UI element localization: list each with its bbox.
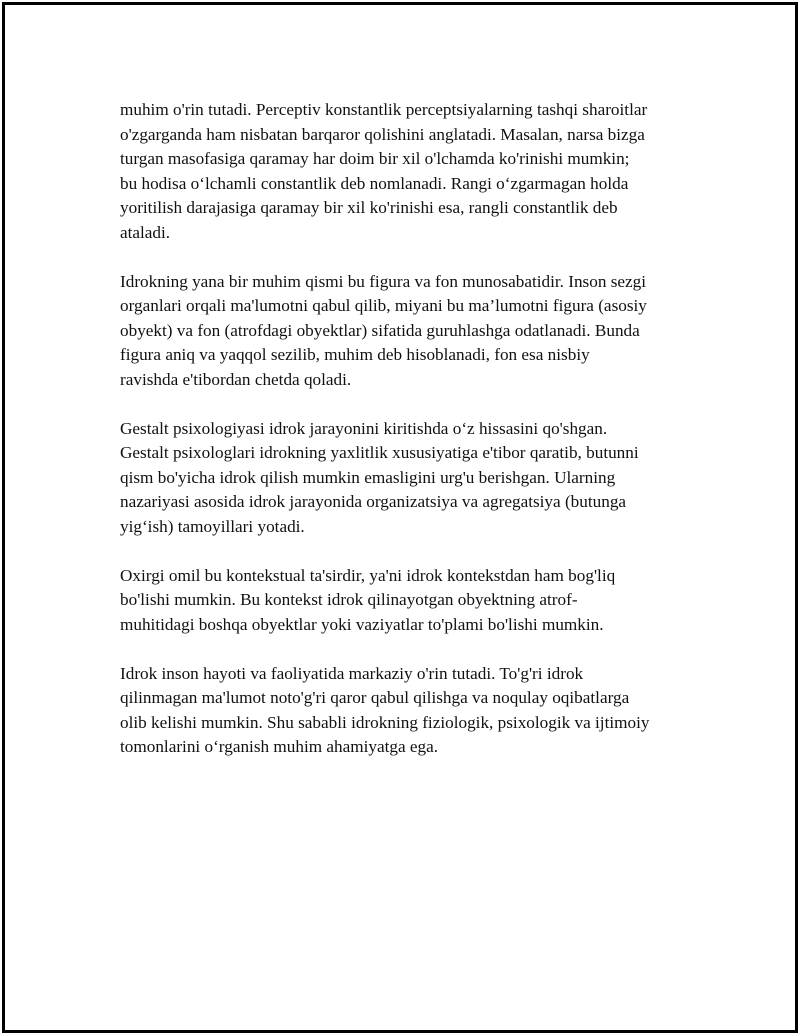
text-line: yoritilish darajasiga qaramay bir xil ko'rinishi esa, rangli constantlik deb: [120, 198, 618, 217]
text-line: turgan masofasiga qaramay har doim bir xil o'lchamda ko'rinishi mumkin;: [120, 149, 630, 168]
paragraph-4: [120, 564, 700, 638]
text-line: bu hodisa o‘lchamli constantlik deb nomlanadi. Rangi o‘zgarmagan holda: [120, 173, 629, 193]
paragraph-1: [120, 98, 700, 245]
text-line: muhitidagi boshqa obyektlar yoki vaziyatlar to'plami bo'lishi mumkin.: [120, 614, 604, 634]
text-line: qism bo'yicha idrok qilish mumkin emasligini urg'u berishgan. Ularning: [120, 467, 616, 487]
text-line: nazariyasi asosida idrok jarayonida organizatsiya va agregatsiya (butunga: [120, 492, 627, 511]
text-line: yig‘ish) tamoyillari yotadi.: [120, 516, 305, 536]
text-line: ravishda e'tibordan chetda qoladi.: [120, 369, 352, 389]
text-line: Gestalt psixologlari idrokning yaxlitlik xususiyatiga e'tibor qaratib, butunni: [120, 443, 639, 462]
text-line: ataladi.: [120, 222, 171, 242]
paragraph-3: [120, 417, 700, 540]
text-line: obyekt) va fon (atrofdagi obyektlar) sifatida guruhlashga odatlanadi. Bunda: [120, 320, 640, 340]
text-line: muhim o'rin tutadi. Perceptiv konstantlik perceptsiyalarning tashqi sharoitlar: [120, 100, 648, 119]
text-line: organlari orqali ma'lumotni qabul qilib, miyani bu ma’lumotni figura (asosiy: [120, 296, 647, 315]
text-line: olib kelishi mumkin. Shu sababli idrokning fiziologik, psixologik va ijtimoiy: [120, 712, 650, 732]
text-line: Gestalt psixologiyasi idrok jarayonini kiritishda o‘z hissasini qo'shgan.: [120, 418, 608, 438]
text-line: Idrokning yana bir muhim qismi bu figura va fon munosabatidir. Inson sezgi: [120, 271, 647, 291]
text-line: tomonlarini o‘rganish muhim ahamiyatga ega.: [120, 737, 439, 756]
text-line: Idrok inson hayoti va faoliyatida markaziy o'rin tutadi. To'g'ri idrok: [120, 663, 584, 683]
text-line: Oxirgi omil bu kontekstual ta'sirdir, ya'ni idrok kontekstdan ham bog'liq: [120, 565, 616, 585]
paragraph-5: [120, 662, 700, 760]
document-body: [120, 98, 700, 784]
paragraph-2: [120, 270, 700, 393]
document-page: [2, 2, 798, 1033]
text-line: figura aniq va yaqqol sezilib, muhim deb hisoblanadi, fon esa nisbiy: [120, 345, 590, 364]
text-line: bo'lishi mumkin. Bu kontekst idrok qilinayotgan obyektning atrof-: [120, 590, 578, 609]
text-line: o'zgarganda ham nisbatan barqaror qolishini anglatadi. Masalan, narsa bizga: [120, 124, 645, 144]
text-line: qilinmagan ma'lumot noto'g'ri qaror qabul qilishga va noqulay oqibatlarga: [120, 688, 630, 707]
